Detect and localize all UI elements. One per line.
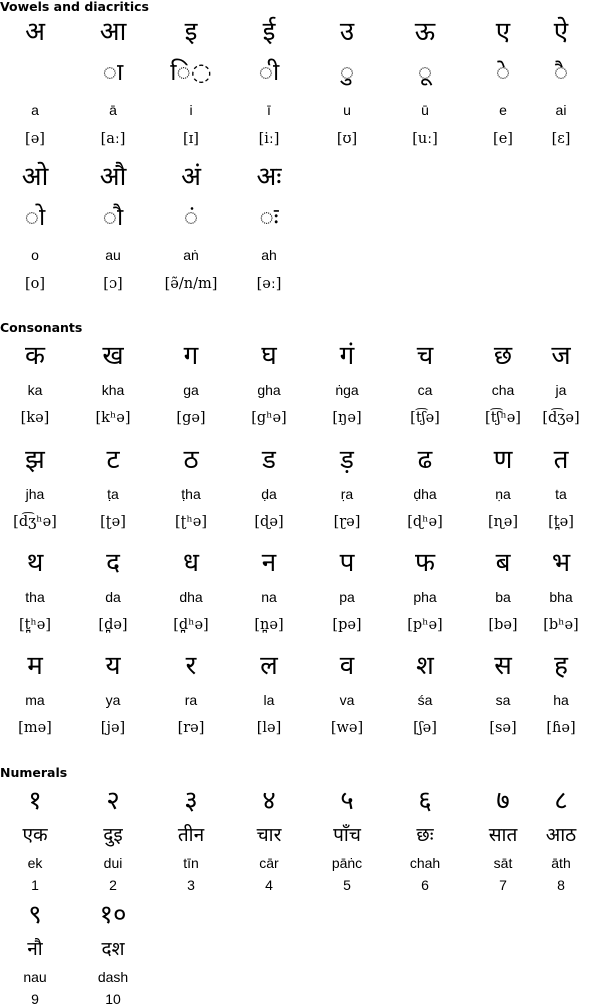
consonant-glyph: द <box>106 548 120 578</box>
consonant-transliteration: ca <box>417 382 433 398</box>
consonant-glyph: ध <box>183 548 199 578</box>
numeral-word: चार <box>256 824 282 846</box>
numeral-word: छः <box>416 824 434 846</box>
consonant-ipa: [d͡ʒə] <box>542 410 580 426</box>
consonant-transliteration: tha <box>25 589 45 605</box>
numeral-transliteration: ek <box>27 855 43 871</box>
vowel-transliteration: ā <box>109 102 117 118</box>
consonant-transliteration: da <box>105 589 121 605</box>
consonant-ipa: [pə] <box>332 617 362 633</box>
numeral-number: 3 <box>187 877 195 893</box>
numeral-transliteration: āth <box>551 855 571 871</box>
consonant-transliteration: ṇa <box>495 486 511 502</box>
numeral-number: 9 <box>31 991 39 1007</box>
numeral-glyph: ७ <box>496 786 510 816</box>
numeral-number: 1 <box>31 877 39 893</box>
consonant-ipa: [ʈʰə] <box>175 514 207 530</box>
vowel-glyph: ऊ <box>414 17 436 47</box>
numeral-word: तीन <box>177 824 205 846</box>
numeral-glyph: ९ <box>28 900 42 930</box>
consonant-ipa: [bə] <box>488 617 518 633</box>
numeral-transliteration: pāṅc <box>331 855 363 871</box>
vowel-glyph: उ <box>339 17 355 47</box>
vowel-ipa: [o] <box>24 276 46 292</box>
consonant-glyph: फ <box>414 548 436 578</box>
consonant-ipa: [jə] <box>100 720 126 736</box>
consonant-glyph: भ <box>551 548 571 578</box>
vowel-glyph: आ <box>99 17 127 47</box>
consonants-section-title: Consonants <box>0 320 83 335</box>
consonant-ipa: [ɽə] <box>333 514 361 530</box>
vowel-transliteration: au <box>105 247 121 263</box>
consonant-glyph: त <box>553 445 569 475</box>
consonant-ipa: [t̪ə] <box>548 514 574 530</box>
consonant-transliteration: ma <box>25 692 45 708</box>
consonant-ipa: [lə] <box>256 720 282 736</box>
vowel-diacritic: ◌े <box>495 58 511 86</box>
vowel-diacritic: ◌ी <box>258 58 280 86</box>
numeral-glyph: १० <box>99 900 127 930</box>
numeral-number: 8 <box>557 877 565 893</box>
vowel-diacritic: ि◌ <box>170 58 212 86</box>
consonant-ipa: [kə] <box>20 410 50 426</box>
numeral-transliteration: dash <box>97 969 129 985</box>
consonant-transliteration: la <box>263 692 275 708</box>
numeral-word: दश <box>101 938 125 960</box>
numeral-transliteration: sāt <box>493 855 513 871</box>
vowel-transliteration: i <box>189 102 193 118</box>
numeral-number: 2 <box>109 877 117 893</box>
numeral-glyph: ८ <box>554 786 568 816</box>
consonant-transliteration: ga <box>183 382 199 398</box>
vowel-diacritic: ◌ा <box>102 58 124 86</box>
consonant-glyph: थ <box>26 548 44 578</box>
consonant-glyph: घ <box>261 341 277 371</box>
numeral-word: एक <box>22 824 48 846</box>
consonant-glyph: न <box>261 548 277 578</box>
consonant-transliteration: ba <box>495 589 511 605</box>
vowel-glyph: ए <box>495 17 511 47</box>
consonant-glyph: ढ <box>417 445 433 475</box>
vowel-glyph: इ <box>184 17 198 47</box>
numeral-word: नौ <box>27 938 43 960</box>
consonant-transliteration: kha <box>101 382 125 398</box>
consonant-ipa: [d̪ʰə] <box>173 617 209 633</box>
numeral-number: 6 <box>421 877 429 893</box>
vowels-section-title: Vowels and diacritics <box>0 0 149 14</box>
consonant-ipa: [t͡ʃʰə] <box>485 410 521 426</box>
numeral-glyph: ५ <box>340 786 354 816</box>
vowel-ipa: [iː] <box>258 131 280 147</box>
consonant-glyph: क <box>25 341 45 371</box>
numeral-glyph: २ <box>106 786 120 816</box>
numeral-word: दुइ <box>103 824 123 846</box>
consonant-transliteration: ḍha <box>413 486 437 502</box>
consonant-glyph: ब <box>495 548 511 578</box>
consonant-glyph: ल <box>260 651 278 681</box>
consonant-ipa: [d͡ʒʰə] <box>13 514 57 530</box>
consonant-ipa: [d̪ə] <box>98 617 128 633</box>
consonant-glyph: र <box>185 651 197 681</box>
numeral-number: 4 <box>265 877 273 893</box>
consonant-transliteration: ta <box>555 486 567 502</box>
consonant-transliteration: na <box>261 589 277 605</box>
consonant-glyph: य <box>105 651 121 681</box>
consonant-ipa: [ɦə] <box>546 720 576 736</box>
consonant-transliteration: pa <box>339 589 355 605</box>
vowel-glyph: ऐ <box>553 17 569 47</box>
numeral-transliteration: cār <box>259 855 279 871</box>
vowel-diacritic: ◌ू <box>417 58 433 86</box>
vowel-glyph: अं <box>181 162 201 192</box>
consonant-transliteration: va <box>339 692 355 708</box>
vowel-ipa: [ʊ] <box>336 131 358 147</box>
consonant-glyph: ग <box>183 341 199 371</box>
consonant-transliteration: ḍa <box>261 486 277 502</box>
consonant-glyph: ट <box>106 445 120 475</box>
consonant-transliteration: śa <box>417 692 433 708</box>
consonant-ipa: [rə] <box>177 720 205 736</box>
numeral-transliteration: tīn <box>183 855 199 871</box>
consonant-glyph: ड <box>262 445 276 475</box>
vowel-ipa: [ɪ] <box>183 131 199 147</box>
numeral-glyph: ६ <box>418 786 432 816</box>
vowel-diacritic: ◌ै <box>553 58 569 86</box>
vowel-glyph: अ <box>25 17 45 47</box>
consonant-transliteration: ha <box>553 692 569 708</box>
numeral-transliteration: dui <box>103 855 123 871</box>
consonant-ipa: [t̪ʰə] <box>19 617 51 633</box>
consonant-glyph: व <box>339 651 355 681</box>
numeral-glyph: ३ <box>184 786 198 816</box>
numeral-word: पाँच <box>333 824 361 846</box>
vowel-glyph: औ <box>99 162 127 192</box>
consonant-transliteration: ja <box>555 382 567 398</box>
consonant-glyph: ण <box>493 445 513 475</box>
consonant-transliteration: ṭa <box>107 486 119 502</box>
vowel-ipa: [ɔ] <box>103 276 123 292</box>
numeral-word: सात <box>488 824 518 846</box>
vowel-ipa: [uː] <box>412 131 438 147</box>
numeral-number: 10 <box>105 991 121 1007</box>
vowel-diacritic: ◌ं <box>183 203 199 231</box>
consonant-glyph: छ <box>493 341 513 371</box>
consonant-glyph: स <box>494 651 512 681</box>
numeral-number: 7 <box>499 877 507 893</box>
vowel-transliteration: ai <box>555 102 567 118</box>
consonant-transliteration: ṅga <box>335 382 359 398</box>
consonant-ipa: [gʰə] <box>251 410 287 426</box>
consonant-glyph: ख <box>102 341 124 371</box>
vowel-ipa: [e] <box>493 131 513 147</box>
consonant-ipa: [pʰə] <box>407 617 443 633</box>
vowel-transliteration: ī <box>267 102 271 118</box>
vowel-diacritic: ◌ु <box>339 58 355 86</box>
vowel-transliteration: aṅ <box>183 247 199 263</box>
consonant-glyph: ड़ <box>340 445 354 475</box>
vowel-transliteration: ū <box>421 102 429 118</box>
consonant-ipa: [t͡ʃə] <box>410 410 440 426</box>
consonant-transliteration: pha <box>413 589 437 605</box>
vowel-transliteration: u <box>343 102 351 118</box>
consonant-ipa: [bʰə] <box>543 617 579 633</box>
numeral-glyph: ४ <box>262 786 276 816</box>
consonant-ipa: [n̪ə] <box>254 617 284 633</box>
consonant-ipa: [wə] <box>330 720 364 736</box>
numerals-section-title: Numerals <box>0 765 68 780</box>
consonant-glyph: श <box>416 651 434 681</box>
consonant-transliteration: ra <box>184 692 198 708</box>
vowel-ipa: [ə̃/n/m] <box>164 276 218 292</box>
numeral-word: आठ <box>545 824 577 846</box>
consonant-ipa: [mə] <box>18 720 52 736</box>
vowel-ipa: [ɛ] <box>551 131 571 147</box>
consonant-transliteration: ṛa <box>340 486 354 502</box>
vowel-diacritic: ◌ो <box>24 203 46 231</box>
consonant-ipa: [sə] <box>489 720 517 736</box>
vowel-glyph: अः <box>256 162 282 192</box>
vowel-transliteration: ah <box>261 247 277 263</box>
consonant-glyph: ह <box>554 651 568 681</box>
vowel-ipa: [aː] <box>100 131 126 147</box>
consonant-glyph: ज <box>551 341 571 371</box>
numeral-glyph: १ <box>28 786 42 816</box>
vowel-ipa: [ə] <box>25 131 45 147</box>
vowel-transliteration: e <box>499 102 507 118</box>
vowel-glyph: ई <box>262 17 276 47</box>
numeral-transliteration: nau <box>23 969 47 985</box>
consonant-transliteration: ka <box>27 382 43 398</box>
consonant-transliteration: ṭha <box>181 486 201 502</box>
consonant-glyph: च <box>416 341 434 371</box>
consonant-glyph: झ <box>25 445 45 475</box>
numeral-number: 5 <box>343 877 351 893</box>
consonant-ipa: [ɖə] <box>254 514 284 530</box>
vowel-glyph: ओ <box>21 162 49 192</box>
consonant-ipa: [kʰə] <box>95 410 131 426</box>
numeral-transliteration: chah <box>409 855 441 871</box>
vowel-transliteration: o <box>31 247 39 263</box>
vowel-diacritic: ◌ः <box>259 203 279 231</box>
consonant-ipa: [ɖʰə] <box>407 514 443 530</box>
consonant-ipa: [ʈə] <box>100 514 126 530</box>
consonant-glyph: प <box>339 548 355 578</box>
vowel-ipa: [əː] <box>256 276 282 292</box>
vowel-transliteration: a <box>31 102 39 118</box>
consonant-transliteration: jha <box>25 486 45 502</box>
consonant-ipa: [gə] <box>176 410 206 426</box>
vowel-diacritic: ◌ौ <box>102 203 124 231</box>
consonant-transliteration: gha <box>257 382 281 398</box>
consonant-glyph: ठ <box>183 445 199 475</box>
consonant-transliteration: dha <box>179 589 203 605</box>
consonant-transliteration: ya <box>105 692 121 708</box>
consonant-ipa: [ʃə] <box>413 720 437 736</box>
consonant-transliteration: bha <box>549 589 573 605</box>
consonant-transliteration: cha <box>491 382 515 398</box>
consonant-ipa: [ŋə] <box>332 410 362 426</box>
consonant-ipa: [ɳə] <box>488 514 518 530</box>
consonant-glyph: गं <box>339 341 355 371</box>
consonant-transliteration: sa <box>495 692 511 708</box>
consonant-glyph: म <box>27 651 43 681</box>
